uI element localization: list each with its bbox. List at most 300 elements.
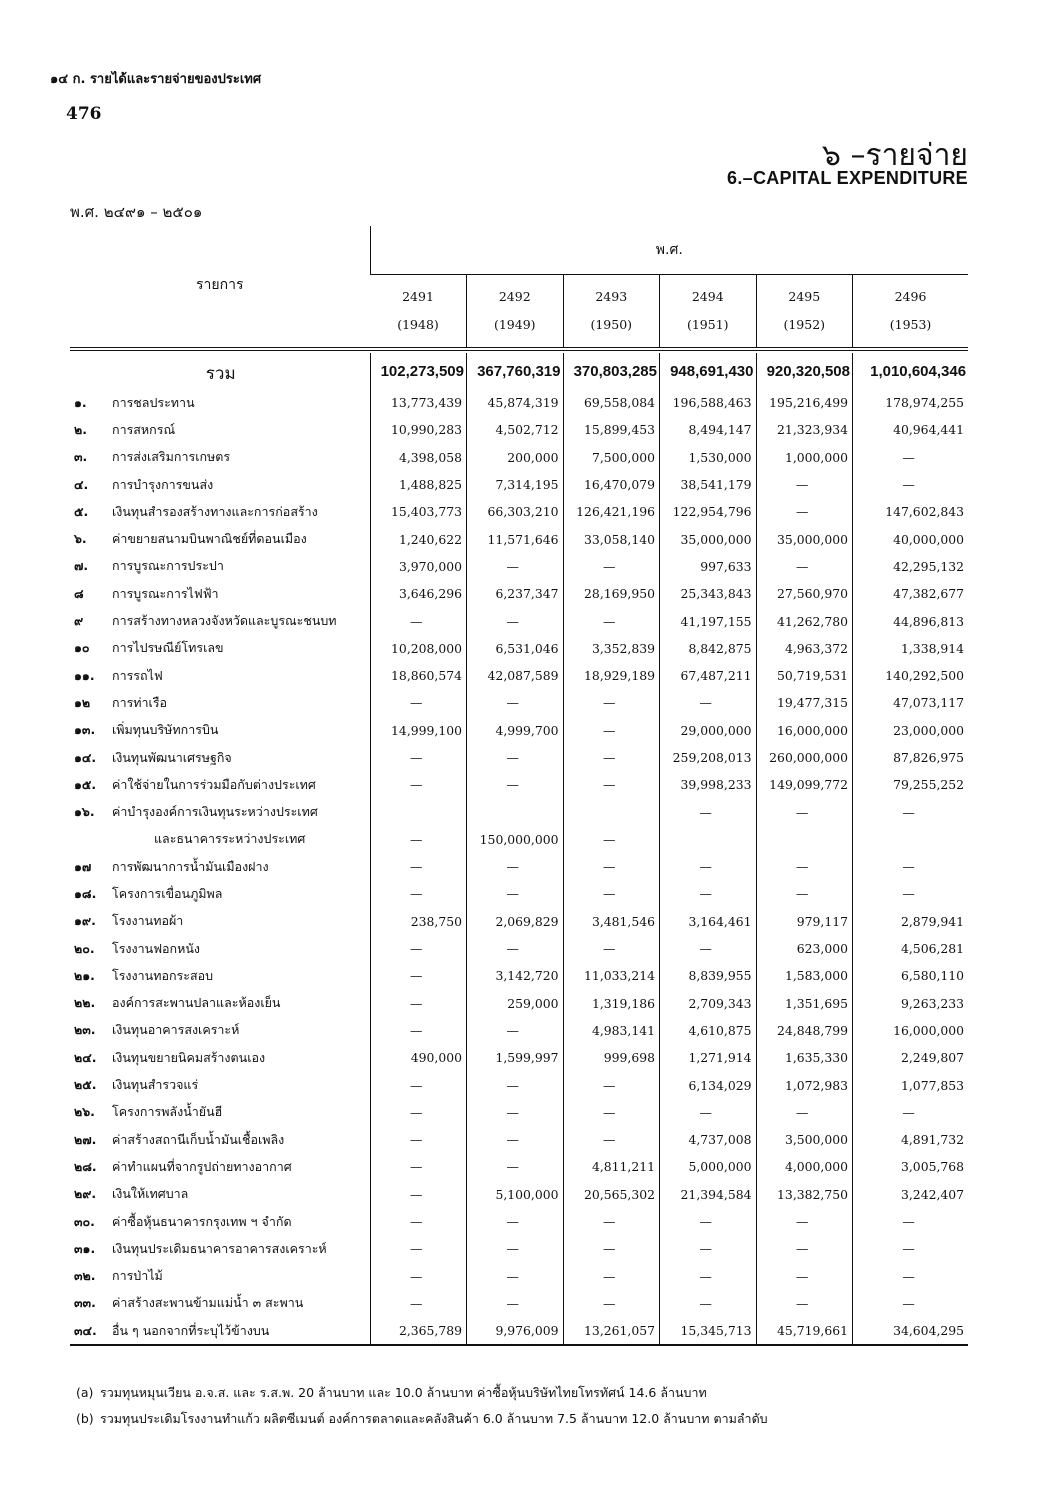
table-row	[70, 1044, 968, 1071]
value-cell: 5,100,000	[467, 1181, 564, 1208]
value-cell: 39,998,233	[660, 771, 757, 798]
item-label: การสหกรณ์	[112, 421, 176, 437]
year-header	[370, 275, 467, 350]
value-cell: —	[370, 607, 467, 634]
value-cell: 47,073,117	[853, 689, 969, 716]
table-row	[70, 1235, 968, 1262]
value-cell: —	[467, 880, 564, 907]
value-cell: 4,502,712	[467, 416, 564, 443]
value-cell: 15,403,773	[370, 498, 467, 525]
footnote-text: รวมทุนหมุนเวียน อ.จ.ส. และ ร.ส.พ. 20 ล้านบาท และ 10.0 ล้านบาท ค่าซื้อหุ้นบริษัทไทยโทรทัศน์ 14.6 ล้านบาท	[100, 1385, 707, 1400]
value-cell: 6,237,347	[467, 580, 564, 607]
item-number: ๑๔.	[74, 749, 97, 765]
footnote-text: รวมทุนประเดิมโรงงานทำแก้ว ผลิตซีเมนต์ องค์การตลาดและคลังสินค้า 6.0 ล้านบาท 7.5 ล้านบาท 12.0 ล้านบาท ตามลำดับ	[100, 1411, 768, 1426]
value-cell: 3,164,461	[660, 908, 757, 935]
row-label-cell	[70, 1235, 370, 1262]
row-label-cell	[70, 1071, 370, 1098]
total-label: รวม	[205, 364, 236, 384]
item-number: ๒๒.	[74, 995, 96, 1011]
item-label: ค่าขยายสนามบินพาณิชย์ที่ดอนเมือง	[112, 531, 307, 547]
row-label-cell	[70, 635, 370, 662]
value-cell: 18,860,574	[370, 662, 467, 689]
item-label: ค่าทำแผนที่จากรูปถ่ายทางอากาศ	[112, 1158, 292, 1174]
value-cell: —	[853, 880, 969, 907]
item-label: อื่น ๆ นอกจากที่ระบุไว้ข้างบน	[112, 1322, 270, 1338]
value-cell: 2,709,343	[660, 990, 757, 1017]
value-cell: 16,000,000	[756, 717, 853, 744]
value-cell: 2,365,789	[370, 1317, 467, 1345]
item-label: ค่าซื้อหุ้นธนาคารกรุงเทพ ฯ จำกัด	[112, 1213, 292, 1229]
total-value: 920,320,508	[756, 353, 853, 389]
value-cell: —	[370, 990, 467, 1017]
value-cell: —	[467, 607, 564, 634]
value-cell: —	[467, 1099, 564, 1126]
item-number: ๓.	[74, 449, 88, 465]
table-row	[70, 908, 968, 935]
running-head: ๑๔ ก. รายได้และรายจ่ายของประเทศ	[50, 72, 262, 87]
table-row	[70, 1126, 968, 1153]
value-cell: —	[467, 853, 564, 880]
value-cell: —	[370, 1263, 467, 1290]
table-row	[70, 1290, 968, 1317]
value-cell: —	[467, 1263, 564, 1290]
value-cell	[660, 826, 757, 853]
item-number: ๑๗	[74, 858, 92, 874]
value-cell: 1,000,000	[756, 444, 853, 471]
value-cell: 178,974,255	[853, 389, 969, 416]
value-cell	[563, 798, 660, 825]
footnotes	[76, 1380, 976, 1432]
value-cell: —	[660, 689, 757, 716]
value-cell: 149,099,772	[756, 771, 853, 798]
item-number: ๙	[74, 613, 84, 629]
value-cell: 4,963,372	[756, 635, 853, 662]
value-cell: 87,826,975	[853, 744, 969, 771]
item-number: ๑๒	[74, 694, 91, 710]
value-cell: 34,604,295	[853, 1317, 969, 1345]
year-be: 2494	[691, 289, 724, 304]
period-label: พ.ศ. ๒๔๙๑ – ๒๕๐๑	[70, 203, 203, 221]
row-label-cell	[70, 1044, 370, 1071]
value-cell	[467, 798, 564, 825]
year-header	[660, 275, 757, 350]
row-label-cell	[70, 908, 370, 935]
be-year-header: พ.ศ.	[370, 226, 968, 275]
value-cell: 1,072,983	[756, 1071, 853, 1098]
table-row	[70, 689, 968, 716]
value-cell: 15,899,453	[563, 416, 660, 443]
year-ce: (1951)	[686, 317, 729, 332]
value-cell: —	[853, 471, 969, 498]
value-cell: 21,323,934	[756, 416, 853, 443]
total-value: 948,691,430	[660, 353, 757, 389]
value-cell: —	[756, 1208, 853, 1235]
value-cell: —	[467, 1290, 564, 1317]
value-cell: —	[756, 1235, 853, 1262]
value-cell: 1,635,330	[756, 1044, 853, 1071]
item-number: ๒๙.	[74, 1186, 97, 1202]
item-column-header: รายการ	[196, 277, 244, 293]
value-cell: 29,000,000	[660, 717, 757, 744]
value-cell: 21,394,584	[660, 1181, 757, 1208]
value-cell: 45,874,319	[467, 389, 564, 416]
item-number: ๑๐	[74, 640, 90, 656]
value-cell: 38,541,179	[660, 471, 757, 498]
item-number: ๓๔.	[74, 1322, 97, 1338]
table-row	[70, 635, 968, 662]
table-row	[70, 1099, 968, 1126]
value-cell: 4,506,281	[853, 935, 969, 962]
value-cell: 126,421,196	[563, 498, 660, 525]
row-label-cell	[70, 471, 370, 498]
row-label-cell	[70, 525, 370, 552]
value-cell: —	[467, 1071, 564, 1098]
value-cell: —	[370, 744, 467, 771]
value-cell: —	[660, 1235, 757, 1262]
item-number: ๑๖.	[74, 804, 95, 820]
row-label-cell	[70, 935, 370, 962]
value-cell: 7,314,195	[467, 471, 564, 498]
value-cell: —	[467, 935, 564, 962]
value-cell: —	[563, 607, 660, 634]
value-cell: —	[660, 798, 757, 825]
value-cell: 4,000,000	[756, 1153, 853, 1180]
year-be: 2491	[402, 289, 434, 304]
row-label-cell	[70, 880, 370, 907]
value-cell: —	[756, 853, 853, 880]
table-row	[70, 1153, 968, 1180]
row-label-cell	[70, 1181, 370, 1208]
row-label-cell	[70, 662, 370, 689]
item-number: ๑๓.	[74, 722, 96, 738]
value-cell: —	[370, 1181, 467, 1208]
row-label-cell	[70, 689, 370, 716]
value-cell: —	[467, 689, 564, 716]
value-cell: —	[756, 1290, 853, 1317]
table-row	[70, 525, 968, 552]
item-number: ๓๐.	[74, 1213, 95, 1229]
value-cell: —	[563, 853, 660, 880]
value-cell: —	[370, 771, 467, 798]
title-english: 6.–CAPITAL EXPENDITURE	[727, 168, 968, 188]
year-header	[756, 275, 853, 350]
value-cell: 9,976,009	[467, 1317, 564, 1345]
item-label: โรงงานทอกระสอบ	[112, 967, 214, 983]
value-cell: —	[563, 744, 660, 771]
value-cell: —	[563, 1208, 660, 1235]
year-be: 2496	[894, 289, 927, 304]
value-cell	[853, 826, 969, 853]
value-cell: 3,481,546	[563, 908, 660, 935]
item-number: ๑๙.	[74, 913, 96, 929]
value-cell: 997,633	[660, 553, 757, 580]
year-be: 2493	[595, 289, 628, 304]
table-row	[70, 853, 968, 880]
year-ce: (1950)	[590, 317, 633, 332]
row-label-cell	[70, 1208, 370, 1235]
value-cell: 8,494,147	[660, 416, 757, 443]
item-number: ๔.	[74, 476, 89, 492]
row-label-cell	[70, 798, 370, 825]
item-label: การบูรณะการประปา	[112, 558, 224, 574]
value-cell: —	[563, 826, 660, 853]
year-ce: (1952)	[783, 317, 826, 332]
value-cell: 79,255,252	[853, 771, 969, 798]
item-label: และธนาคารระหว่างประเทศ	[154, 831, 306, 847]
row-label-cell	[70, 771, 370, 798]
value-cell: —	[756, 798, 853, 825]
item-label: การส่งเสริมการเกษตร	[112, 449, 231, 465]
value-cell: 3,970,000	[370, 553, 467, 580]
value-cell: 66,303,210	[467, 498, 564, 525]
value-cell: 147,602,843	[853, 498, 969, 525]
value-cell: 50,719,531	[756, 662, 853, 689]
value-cell: —	[467, 1153, 564, 1180]
year-ce: (1953)	[889, 317, 932, 332]
value-cell: 44,896,813	[853, 607, 969, 634]
item-label: องค์การสะพานปลาและห้องเย็น	[112, 995, 281, 1011]
value-cell: 1,319,186	[563, 990, 660, 1017]
value-cell: —	[756, 471, 853, 498]
value-cell: 6,531,046	[467, 635, 564, 662]
item-label: การรถไฟ	[112, 667, 163, 683]
value-cell: 25,343,843	[660, 580, 757, 607]
value-cell: —	[370, 1235, 467, 1262]
year-ce: (1949)	[493, 317, 536, 332]
value-cell: 259,000	[467, 990, 564, 1017]
value-cell: 623,000	[756, 935, 853, 962]
value-cell: —	[853, 853, 969, 880]
item-label: โรงงานทอผ้า	[112, 913, 184, 929]
row-label-cell	[70, 717, 370, 744]
row-label-cell	[70, 962, 370, 989]
value-cell: —	[370, 935, 467, 962]
value-cell: 1,583,000	[756, 962, 853, 989]
value-cell: —	[853, 798, 969, 825]
value-cell: —	[563, 1263, 660, 1290]
item-number: ๗.	[74, 558, 89, 574]
item-label: โครงการเขื่อนภูมิพล	[112, 885, 223, 901]
value-cell: 13,382,750	[756, 1181, 853, 1208]
row-label-cell	[70, 826, 370, 853]
footnote	[76, 1380, 976, 1406]
year-be: 2495	[788, 289, 821, 304]
value-cell: 40,000,000	[853, 525, 969, 552]
value-cell: —	[370, 1290, 467, 1317]
value-cell: 3,142,720	[467, 962, 564, 989]
item-number: ๒๘.	[74, 1158, 97, 1174]
table-row	[70, 798, 968, 825]
table-row	[70, 553, 968, 580]
value-cell: 4,811,211	[563, 1153, 660, 1180]
value-cell: —	[370, 826, 467, 853]
year-ce: (1948)	[397, 317, 439, 332]
value-cell: —	[563, 553, 660, 580]
item-label: การชลประทาน	[112, 394, 195, 410]
value-cell: —	[756, 553, 853, 580]
item-number: ๒๔.	[74, 1049, 97, 1065]
item-label: การบำรุงการขนส่ง	[112, 476, 214, 492]
table-row	[70, 444, 968, 471]
item-number: ๒๐.	[74, 940, 95, 956]
table-row	[70, 962, 968, 989]
item-label: เงินทุนอาคารสงเคราะห์	[112, 1022, 240, 1038]
value-cell: 3,646,296	[370, 580, 467, 607]
value-cell: —	[563, 689, 660, 716]
value-cell: 4,983,141	[563, 1017, 660, 1044]
total-value: 1,010,604,346	[853, 353, 969, 389]
value-cell: 4,737,008	[660, 1126, 757, 1153]
title-thai: ๖ –รายจ่าย	[821, 138, 968, 173]
item-number: ๒๓.	[74, 1022, 96, 1038]
item-number: ๓๓.	[74, 1295, 96, 1311]
value-cell: —	[756, 498, 853, 525]
value-cell: 16,000,000	[853, 1017, 969, 1044]
item-number: ๖.	[74, 531, 87, 547]
item-number: ๑๕.	[74, 776, 97, 792]
table-row	[70, 662, 968, 689]
value-cell: 490,000	[370, 1044, 467, 1071]
item-number: ๒๕.	[74, 1077, 97, 1093]
row-label-cell	[70, 1263, 370, 1290]
item-label: การไปรษณีย์โทรเลข	[112, 640, 224, 656]
item-label: ค่าสร้างสะพานข้ามแม่น้ำ ๓ สะพาน	[112, 1295, 304, 1311]
value-cell: 3,242,407	[853, 1181, 969, 1208]
value-cell: —	[467, 1235, 564, 1262]
item-number: ๒๗.	[74, 1131, 97, 1147]
row-label-cell	[70, 444, 370, 471]
value-cell: 33,058,140	[563, 525, 660, 552]
item-label: เพิ่มทุนบริษัทการบิน	[112, 722, 219, 738]
value-cell	[756, 826, 853, 853]
value-cell: —	[563, 880, 660, 907]
table-row	[70, 607, 968, 634]
value-cell: —	[370, 1017, 467, 1044]
value-cell: —	[853, 1208, 969, 1235]
value-cell: —	[370, 1126, 467, 1153]
value-cell: —	[660, 1099, 757, 1126]
value-cell: —	[370, 1071, 467, 1098]
footnote-mark: (a)	[76, 1385, 94, 1400]
value-cell: 35,000,000	[660, 525, 757, 552]
value-cell: —	[563, 771, 660, 798]
table-row	[70, 826, 968, 853]
item-label: ค่าใช้จ่ายในการร่วมมือกับต่างประเทศ	[112, 776, 316, 792]
value-cell: 3,005,768	[853, 1153, 969, 1180]
value-cell: 23,000,000	[853, 717, 969, 744]
value-cell: 67,487,211	[660, 662, 757, 689]
value-cell	[370, 798, 467, 825]
value-cell: 3,500,000	[756, 1126, 853, 1153]
item-label: โรงงานฟอกหนัง	[112, 940, 201, 956]
value-cell: 5,000,000	[660, 1153, 757, 1180]
table-row	[70, 471, 968, 498]
value-cell: —	[853, 1099, 969, 1126]
row-label-cell	[70, 389, 370, 416]
item-number: ๑๑.	[74, 667, 95, 683]
value-cell: 150,000,000	[467, 826, 564, 853]
table-row	[70, 1208, 968, 1235]
value-cell: —	[563, 1290, 660, 1317]
value-cell: 18,929,189	[563, 662, 660, 689]
total-row	[70, 353, 968, 389]
row-label-cell	[70, 1017, 370, 1044]
value-cell: 260,000,000	[756, 744, 853, 771]
value-cell: 4,610,875	[660, 1017, 757, 1044]
value-cell: 1,338,914	[853, 635, 969, 662]
table-row	[70, 580, 968, 607]
value-cell: —	[370, 880, 467, 907]
value-cell: 27,560,970	[756, 580, 853, 607]
item-number: ๘	[74, 585, 84, 601]
table-row	[70, 935, 968, 962]
value-cell: —	[563, 1126, 660, 1153]
value-cell: —	[370, 962, 467, 989]
table-row	[70, 880, 968, 907]
item-number: ๓๒.	[74, 1268, 96, 1284]
value-cell: —	[467, 771, 564, 798]
value-cell: —	[756, 1263, 853, 1290]
value-cell: 69,558,084	[563, 389, 660, 416]
value-cell: 3,352,839	[563, 635, 660, 662]
value-cell: 200,000	[467, 444, 564, 471]
value-cell: 4,398,058	[370, 444, 467, 471]
row-label-cell	[70, 990, 370, 1017]
item-number: ๑๘.	[74, 885, 97, 901]
value-cell: 24,848,799	[756, 1017, 853, 1044]
row-label-cell	[70, 1290, 370, 1317]
table-row	[70, 1181, 968, 1208]
value-cell: 4,891,732	[853, 1126, 969, 1153]
value-cell: —	[467, 744, 564, 771]
table-row	[70, 498, 968, 525]
table-row	[70, 771, 968, 798]
value-cell: —	[370, 1099, 467, 1126]
value-cell: 2,069,829	[467, 908, 564, 935]
value-cell: —	[370, 853, 467, 880]
item-number: ๒๑.	[74, 967, 95, 983]
item-label: การสร้างทางหลวงจังหวัดและบูรณะชนบท	[112, 613, 337, 629]
value-cell: —	[756, 880, 853, 907]
value-cell: 41,262,780	[756, 607, 853, 634]
value-cell: —	[660, 935, 757, 962]
table-row	[70, 744, 968, 771]
year-header	[853, 275, 969, 350]
table-row	[70, 1017, 968, 1044]
footnote	[76, 1406, 976, 1432]
row-label-cell	[70, 744, 370, 771]
value-cell: 2,249,807	[853, 1044, 969, 1071]
value-cell: —	[853, 1235, 969, 1262]
value-cell: 13,261,057	[563, 1317, 660, 1345]
value-cell: 9,263,233	[853, 990, 969, 1017]
value-cell: 11,033,214	[563, 962, 660, 989]
row-label-cell	[70, 498, 370, 525]
capital-expenditure-table	[70, 226, 968, 1346]
total-value: 367,760,319	[467, 353, 564, 389]
value-cell: —	[370, 1153, 467, 1180]
value-cell: 1,530,000	[660, 444, 757, 471]
table-row	[70, 990, 968, 1017]
table-row	[70, 389, 968, 416]
value-cell: —	[660, 1263, 757, 1290]
total-value: 370,803,285	[563, 353, 660, 389]
value-cell: 42,087,589	[467, 662, 564, 689]
item-label: เงินทุนขยายนิคมสร้างตนเอง	[112, 1049, 266, 1065]
item-number: ๓๑.	[74, 1240, 96, 1256]
value-cell: 14,999,100	[370, 717, 467, 744]
value-cell: 140,292,500	[853, 662, 969, 689]
